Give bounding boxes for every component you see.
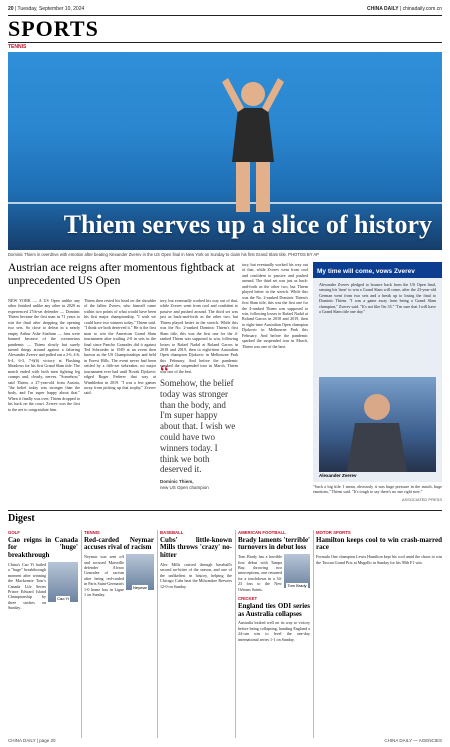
sidebar-text: Alexander Zverev pledged to bounce back from the US Open final, sensing his 'time' to win a Grand Slam will come, after the 23-year-old German went from two sets and a break up to losing the final to Dominic Thiem. "I was a game away from being a Grand Slam champion," Zverev said. "It's not like I'm 35." "I'm sure that I will have a Grand Slam title one day." xyxy=(319,282,436,315)
digest-thumbnail xyxy=(126,554,154,590)
digest-rule xyxy=(8,510,442,511)
digest-category: GOLF xyxy=(8,530,20,535)
digest-category: BASEBALL xyxy=(160,530,184,535)
photo-headline: Thiem serves up a slice of history xyxy=(63,210,432,239)
digest-headline: Cao reigns in Canada for 'huge' breakthrough xyxy=(8,535,78,560)
column-separator xyxy=(81,530,82,738)
digest-category: TENNIS xyxy=(84,530,100,535)
digest-headline: Hamilton keeps cool to win crash-marred race xyxy=(316,535,442,552)
pull-quote-text: Somehow, the belief today was stronger than the body, and I'm super happy about that. I wish we could have two winners today. I think we both deserved it. xyxy=(160,378,236,475)
sidebar-title: My time will come, vows Zverev xyxy=(313,265,442,278)
section-title: SPORTS xyxy=(8,16,99,41)
article-column-3a: tory, but eventually worked his way out of that, while Zverev went from cool and confident to passive and pushed around. The third set was just as back-and-forth as the other two, but Thiem played better in the stretch. While this was the No. 2-ranked Dominic Thiem's first Slam title, this was the first one for the 4-ranked Thiem was supposed to win, following losses to Rafael Nadal at Roland Garros in 2018 and 2019, then to eight-time Australian Open champion Djokovic in Melbourne Park this February. And before the pandemic sparked the suspended tour in March, Thiem was one of the best. xyxy=(160,298,238,374)
digest-text: China's Cao Yi hailed a "huge" breakthrough moment after winning the Mackenzie Tour's Canada Life Series Prince Edward Island Championship by three strokes on Sunday. xyxy=(8,561,46,611)
digest-category: AMERICAN FOOTBALL xyxy=(238,530,286,535)
page-number-date: 20 | Tuesday, September 10, 2024 xyxy=(8,6,85,12)
zverev-figure-icon xyxy=(319,377,436,472)
digest-text: Formula One champion Lewis Hamilton kept his cool amid the chaos to win the Tuscan Grand Prix at Mugello in Sunday for his 90th F1 win. xyxy=(316,554,442,565)
footer-left: CHINA DAILY | page 20 xyxy=(8,738,56,743)
sidebar-photo-caption: Alexander Zverev xyxy=(319,473,357,478)
player-figure-icon xyxy=(218,72,288,222)
sidebar-credit: ASSOCIATED PRESS xyxy=(401,496,442,502)
digest-item-motor-sports xyxy=(316,530,442,738)
article-column-4: tory, but eventually worked his way out of that, while Zverev went from cool and confident to passive and pushed around. The third set was just as back-and-forth as the other two, but Thiem played better in the stretch. While this was the No. 2-ranked Dominic Thiem's first Slam title, this was the first one for the 4-ranked Thiem was supposed to win, following losses to Rafael Nadal at Roland Garros in 2018 and 2019, then to eight-time Australian Open champion Djokovic in Melbourne Park this February. And before the pandemic sparked the suspended tour in March, Thiem was one of the best. xyxy=(242,262,308,349)
digest-headline: Brady laments 'terrible' turnovers in debut loss xyxy=(238,535,310,552)
thumb-label: Neymar xyxy=(132,584,147,590)
thumb-label: Tom Brady xyxy=(287,582,307,588)
sidebar-box xyxy=(313,262,442,482)
paper-name: CHINA DAILY | chinadaily.com.cn xyxy=(366,6,442,12)
article-column-1: NEW YORK — A US Open unlike any other finished unlike any other in 2020 as experienced 27th-set defender — Dominic Thiem became the first man in 71 years to win the final after dropping the opening two sets. So close to defeat in a nearly empty Arthur Ashe Stadium — fans were banned because of the coronavirus pandemic — Thiem slowly but surely turned things around against a faltering Alexander Zverev and pulled out a 2-6, 4-6, 6-4, 6-3, 7-6(6) victory at Flushing Meadows for his first Grand Slam title. The match ended with both men fighting leg cramps and, clearly, nerves. "Somehow," said Thiem, a 27-year-old from Austria, "the belief today was stronger than the body, and I'm super happy about that." When it finally was over, Thiem dropped to his back on the court. Zverev was the first to the net to congratulate him. xyxy=(8,298,80,412)
pull-quote-title: new US Open champion xyxy=(160,484,209,490)
page-footer xyxy=(8,738,442,743)
footer-right: CHINA DAILY — AGENCIES xyxy=(384,738,442,743)
digest-text: Neymar was sent off and accused Marseille defender Alvaro Gonzalez of racism after being red-carded in Paris Saint-Germain's 1-0 home loss in Ligue 1 on Sunday. xyxy=(84,554,124,598)
digest-headline: Cubs' little-known Mills throws 'crazy' no-hitter xyxy=(160,535,232,560)
digest-headline: England ties ODI series as Australia collapses xyxy=(238,601,310,618)
pull-quote-attribution xyxy=(160,479,238,490)
digest-title: Digest xyxy=(8,513,35,524)
sidebar-continuation xyxy=(313,484,442,502)
digest-item-baseball xyxy=(160,530,232,738)
digest-category: MOTOR SPORTS xyxy=(316,530,351,535)
hero-photo xyxy=(8,52,442,250)
pull-quote xyxy=(160,362,238,490)
sidebar-photo xyxy=(319,377,436,472)
main-headline: Austrian ace reigns after momentous fightback at unprecedented US Open xyxy=(8,262,235,288)
quote-mark-icon: “ xyxy=(160,362,169,384)
section-rule xyxy=(8,42,442,43)
column-separator xyxy=(157,530,158,738)
digest-item-american-football xyxy=(238,530,310,738)
photo-caption: Dominic Thiem in overdrive with emotion after beating Alexander Zverev in the US Open final in New York on Sunday to claim his first Grand Slam title. PHOTOS BY AP xyxy=(8,252,319,257)
column-separator xyxy=(313,530,314,738)
sidebar-continuation-text: "Such a big title. I mean, obviously it was huge pressure in the match, huge emotions," Thiem said. "It's tough to say there's no one right now." xyxy=(313,484,442,495)
digest-thumbnail xyxy=(48,562,78,602)
pull-quote-name: Dominic Thiem, xyxy=(160,479,194,485)
digest-category: CRICKET xyxy=(238,596,258,602)
thumb-label: Cao Yi xyxy=(57,596,69,602)
subsection-label: TENNIS xyxy=(8,44,27,50)
digest-text: Alec Mills cruised through baseball's second no-hitter of the season, and one of the unlikeliest in history, helping the Chicago Cubs beat the Milwaukee Brewers 12-0 on Sunday. xyxy=(160,561,232,589)
column-separator xyxy=(235,530,236,738)
digest-item-football xyxy=(84,530,154,738)
digest-headline: Red-carded Neymar accuses rival of racism xyxy=(84,535,154,552)
digest-thumbnail xyxy=(284,554,310,588)
article-column-2: Thiem then rested his head on the shoulder of the fallen Zverev, who himself came within two points of what would have been his first major championship. "I wish we could have two winners today," Thiem said. "I think we both deserved it." He is the first man to win the American Grand Slam tournament after trailing 2-0 in sets in the final since Pancho Gonzales did it against Ted Schroeder in 1949 at an event then known as the US Championships and held in Forest Hills. The event never had been settled by a fifth-set tiebreaker, no major tournament ever had until Novak Djokovic edged Roger Federer that way at Wimbledon in 2019. "I was a few games away from picking up that trophy," Zverev said. xyxy=(84,298,156,396)
digest-text: Australia looked well on its way to victory before being collapsing, handing England a 24-run win to level the one-day international series 1-1 on Sunday. xyxy=(238,620,310,642)
digest-text: Tom Brady has a horrible first debut with Tampa Bay, throwing two interceptions, one returned for a touchdown in a 34-23 loss to the New Orleans Saints. xyxy=(238,554,282,592)
digest-item-golf xyxy=(8,530,78,738)
